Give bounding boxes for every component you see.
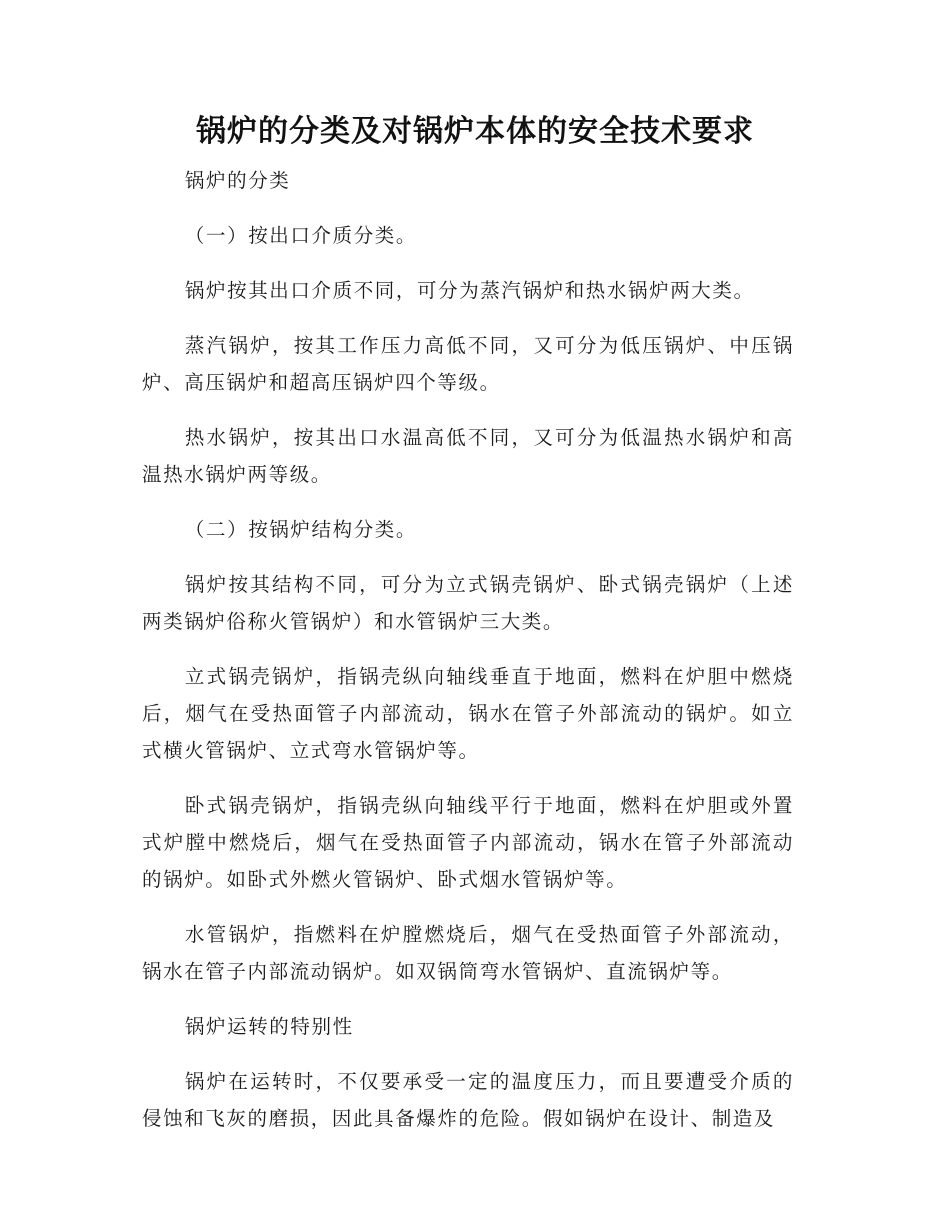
paragraph: 锅炉按其结构不同，可分为立式锅壳锅炉、卧式锅壳锅炉（上述两类锅炉俗称火管锅炉）和水管锅炉三大类。 — [142, 573, 794, 633]
paragraph: 锅炉在运转时，不仅要承受一定的温度压力，而且要遭受介质的侵蚀和飞灰的磨损，因此具备爆炸的危险。假如锅炉在设计、制造及 — [142, 1070, 794, 1130]
paragraph: 立式锅壳锅炉，指锅壳纵向轴线垂直于地面，燃料在炉胆中燃烧后，烟气在受热面管子内部流动，锅水在管子外部流动的锅炉。如立式横火管锅炉、立式弯水管锅炉等。 — [142, 665, 794, 762]
paragraph: 锅炉按其出口介质不同，可分为蒸汽锅炉和热水锅炉两大类。 — [184, 279, 755, 302]
section-heading-classification: 锅炉的分类 — [184, 169, 291, 192]
paragraph: 水管锅炉，指燃料在炉膛燃烧后，烟气在受热面管子外部流动，锅水在管子内部流动锅炉。如双锅筒弯水管锅炉、直流锅炉等。 — [142, 923, 794, 983]
document-body — [142, 162, 794, 1155]
paragraph: 蒸汽锅炉，按其工作压力高低不同，又可分为低压锅炉、中压锅炉、高压锅炉和超高压锅炉四个等级。 — [142, 334, 794, 394]
document-title: 锅炉的分类及对锅炉本体的安全技术要求 — [196, 114, 754, 149]
subsection-heading-outlet-medium: （一）按出口介质分类。 — [184, 224, 417, 247]
section-heading-operation: 锅炉运转的特别性 — [184, 1015, 354, 1038]
paragraph: 卧式锅壳锅炉，指锅壳纵向轴线平行于地面，燃料在炉胆或外置式炉膛中燃烧后，烟气在受热面管子内部流动，锅水在管子外部流动的锅炉。如卧式外燃火管锅炉、卧式烟水管锅炉等。 — [142, 794, 794, 891]
subsection-heading-structure: （二）按锅炉结构分类。 — [184, 518, 417, 541]
paragraph: 热水锅炉，按其出口水温高低不同，又可分为低温热水锅炉和高温热水锅炉两等级。 — [142, 426, 794, 486]
